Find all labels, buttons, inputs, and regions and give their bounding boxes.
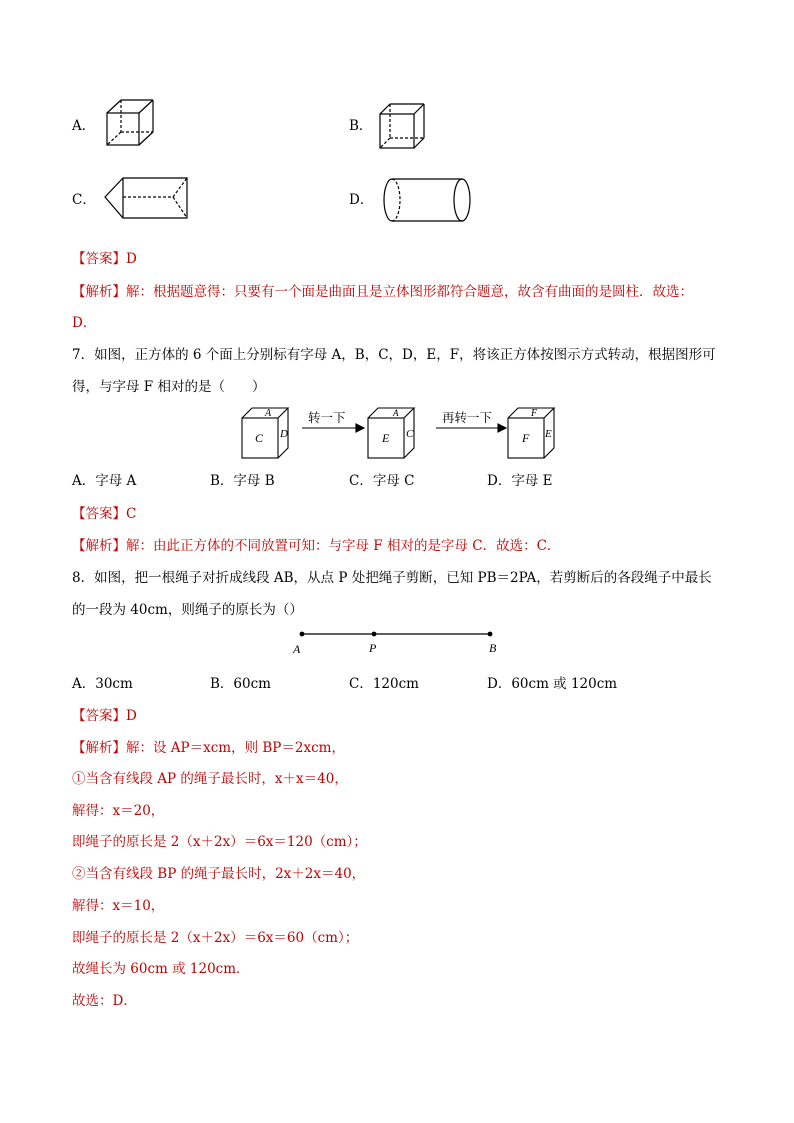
cube3-front-label: F — [522, 431, 530, 445]
q7-option-b: B．字母 B — [210, 473, 275, 489]
q7-analysis-tag: 【解析】 — [72, 538, 126, 554]
q8-answer-tag: 【答案】 — [72, 708, 126, 724]
label-p: P — [369, 641, 377, 655]
q8-analysis-line: ②当含有线段 BP 的绳子最长时，2x＋2x＝40， — [72, 866, 366, 882]
q7-option-c: C．字母 C — [349, 473, 415, 489]
q6-answer-value: D — [126, 251, 137, 267]
q8-analysis-line: 即绳子的原长是 2（x＋2x）＝6x＝120（cm）； — [72, 834, 367, 850]
q6-fig-b-cube — [378, 102, 430, 152]
q8-analysis-line: 即绳子的原长是 2（x＋2x）＝6x＝60（cm）； — [72, 930, 359, 946]
q7-stem-line1: 7．如图，正方体的 6 个面上分别标有字母 A，B，C，D，E，F，将该正方体按图示方式转动，根据图形可 — [72, 347, 716, 363]
q8-option-b: B．60cm — [210, 676, 271, 692]
q7-answer-value: C — [126, 506, 137, 522]
q7-figure-cubes — [240, 404, 560, 464]
q8-answer-value: D — [126, 708, 137, 724]
cube1-side-label: D — [280, 428, 288, 440]
q8-stem-line1: 8．如图，把一根绳子对折成线段 AB，从点 P 处把绳子剪断，已知 PB＝2PA，若剪断后的各段绳子中最长 — [72, 570, 712, 586]
cube2-front-label: E — [382, 431, 390, 445]
q6-analysis-line2: D． — [72, 315, 97, 331]
q8-stem-line2: 的一段为 40cm，则绳子的原长为（） — [72, 602, 303, 618]
cube1-front-label: C — [255, 431, 264, 445]
q7-answer-tag: 【答案】 — [72, 506, 126, 522]
cube1-top-label: A — [265, 408, 272, 419]
cube3-side-label: E — [545, 428, 552, 440]
q8-segment-figure — [290, 626, 505, 658]
q8-analysis-line: 故选：D． — [72, 993, 137, 1009]
q6-fig-a-cuboid — [105, 98, 157, 150]
point-p — [372, 632, 377, 637]
q7-option-d: D．字母 E — [487, 473, 553, 489]
arrow1-label: 转一下 — [308, 410, 346, 425]
q6-fig-d-cylinder — [380, 176, 475, 224]
q8-option-a: A．30cm — [72, 676, 133, 692]
cube2-side-label: C — [406, 428, 414, 440]
label-b: B — [489, 641, 497, 655]
q6-analysis-line1: 解：根据题意得：只要有一个面是曲面且是立体图形都符合题意，故含有曲面的是圆柱．故选： — [126, 284, 693, 300]
q6-analysis-tag: 【解析】 — [72, 284, 126, 300]
q7-analysis: 解：由此正方体的不同放置可知：与字母 F 相对的是字母 C．故选：C． — [126, 538, 561, 554]
arrow2-label: 再转一下 — [442, 410, 493, 425]
q8-analysis-tag: 【解析】 — [72, 740, 126, 756]
q8-analysis-line: 解得：x＝10， — [72, 898, 165, 914]
q6-option-c: C． — [72, 192, 96, 208]
q8-option-d: D．60cm 或 120cm — [487, 676, 618, 692]
q6-option-b: B． — [349, 118, 373, 134]
q8-option-c: C．120cm — [349, 676, 419, 692]
q8-analysis-line: 解：设 AP＝xcm，则 BP＝2xcm， — [126, 740, 345, 756]
q8-analysis-line: ①当含有线段 AP 的绳子最长时，x＋x＝40， — [72, 771, 348, 787]
q6-option-a: A． — [72, 118, 96, 134]
q7-stem-line2: 得，与字母 F 相对的是（ ） — [72, 379, 266, 395]
q6-answer-tag: 【答案】 — [72, 251, 126, 267]
q8-analysis-line: 解得：x＝20， — [72, 803, 165, 819]
q6-option-d: D． — [349, 192, 374, 208]
cube3-top-label: F — [531, 408, 538, 419]
point-b — [488, 632, 493, 637]
cube2-top-label: A — [393, 408, 399, 418]
q6-fig-c-prism — [103, 174, 193, 222]
point-a — [300, 632, 305, 637]
q7-option-a: A．字母 A — [72, 473, 137, 489]
label-a: A — [293, 642, 301, 656]
q8-analysis-line: 故绳长为 60cm 或 120cm． — [72, 961, 250, 977]
